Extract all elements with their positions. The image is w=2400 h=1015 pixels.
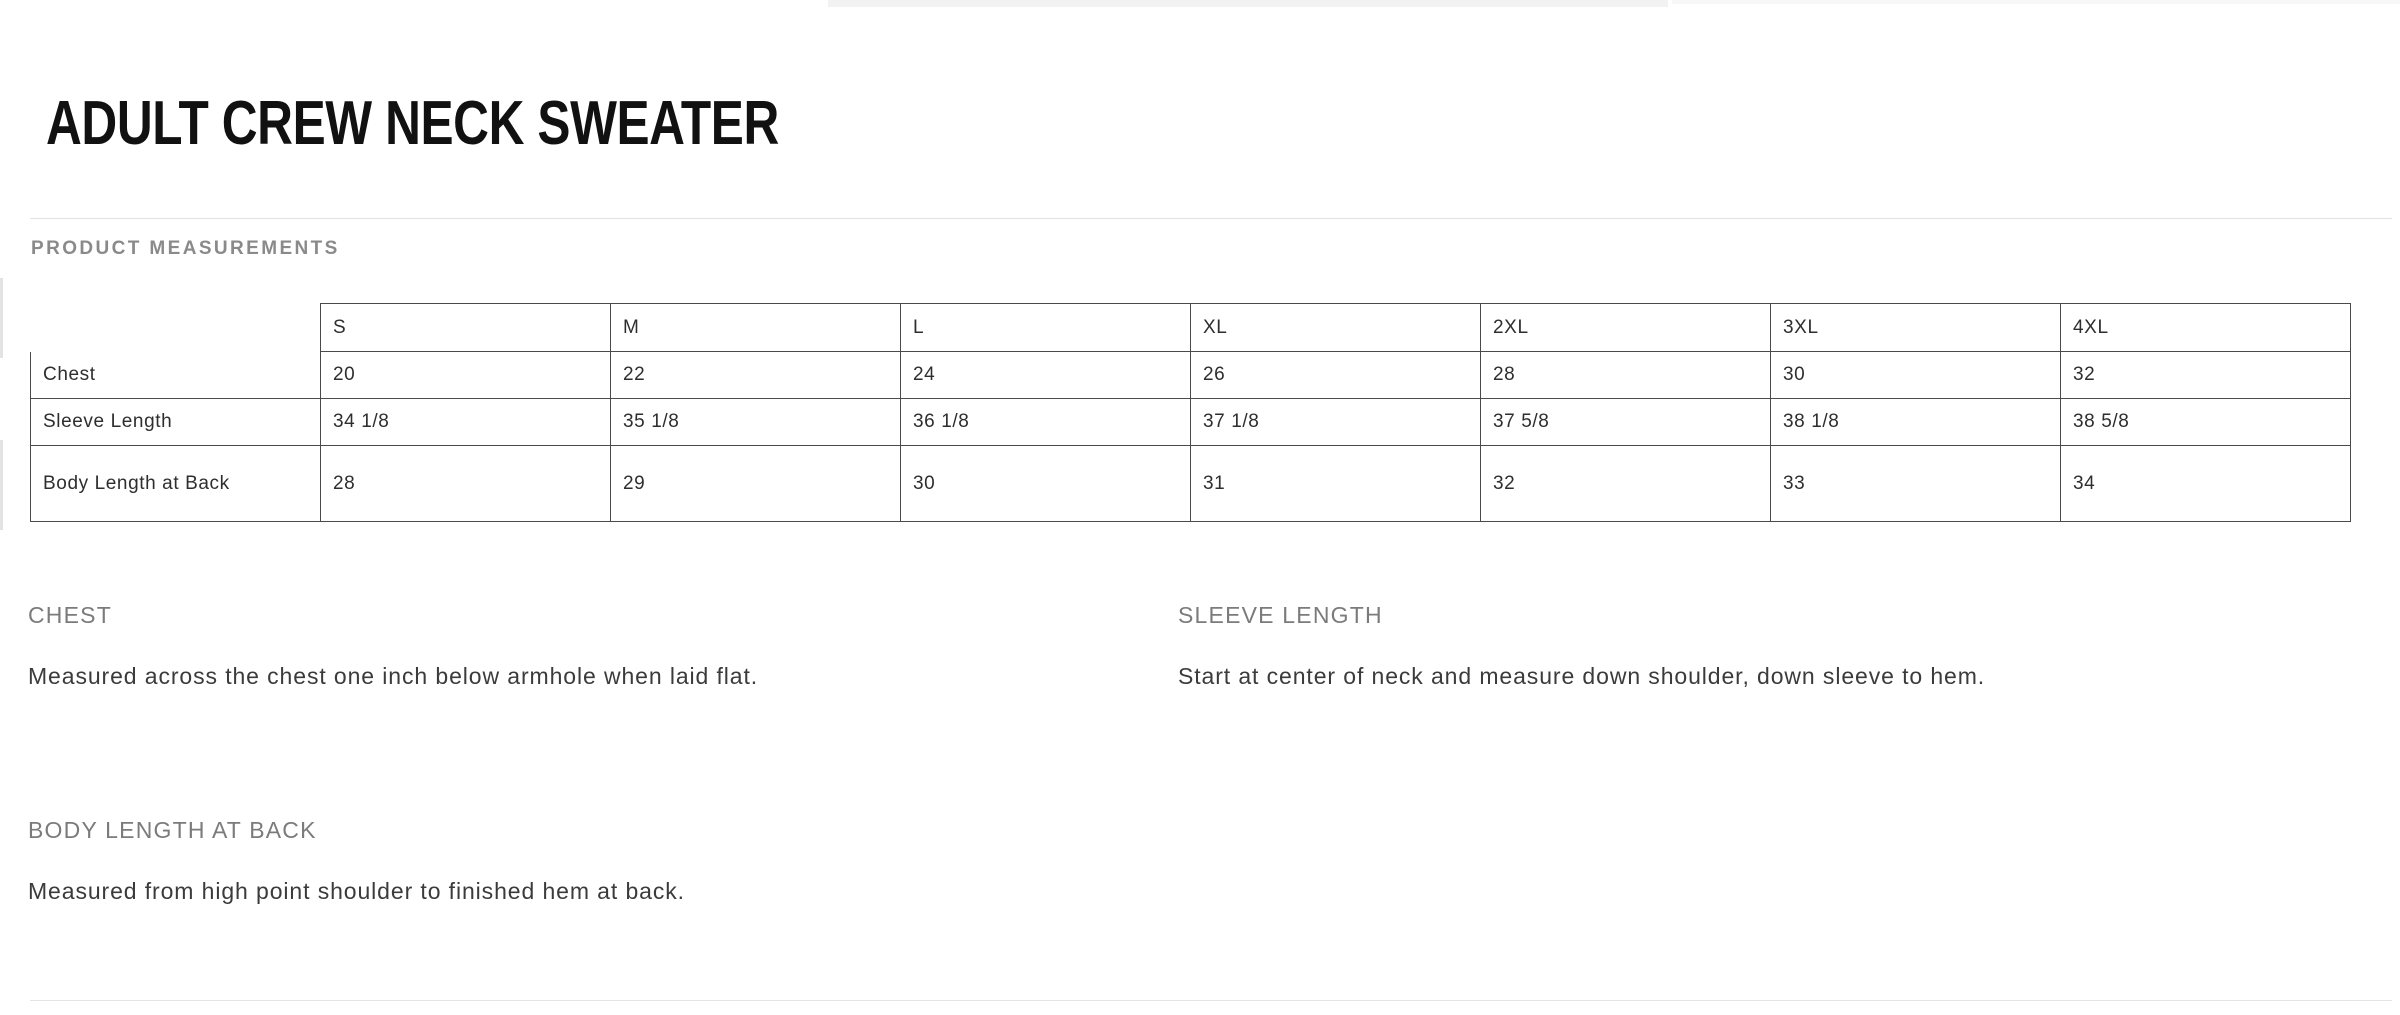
cell-chest-s: 20 [321,352,611,399]
cell-chest-m: 22 [611,352,901,399]
cell-chest-l: 24 [901,352,1191,399]
cell-chest-2xl: 28 [1481,352,1771,399]
cell-body-length-m: 29 [611,446,901,522]
table-column-header-4xl: 4XL [2061,304,2351,352]
cell-sleeve-length-s: 34 1/8 [321,399,611,446]
table-column-header-2xl: 2XL [1481,304,1771,352]
left-edge-tick-lower [0,440,3,530]
cell-sleeve-length-4xl: 38 5/8 [2061,399,2351,446]
row-label-body-length-at-back: Body Length at Back [31,446,321,522]
table-column-header-s: S [321,304,611,352]
definition-body-length-at-back [28,817,1628,916]
row-label-chest: Chest [31,352,321,399]
cell-sleeve-length-l: 36 1/8 [901,399,1191,446]
cell-body-length-3xl: 33 [1771,446,2061,522]
table-row [31,399,2351,446]
cell-chest-xl: 26 [1191,352,1481,399]
cell-chest-4xl: 32 [2061,352,2351,399]
left-edge-tick-upper [0,278,3,358]
definition-sleeve-length-heading: SLEEVE LENGTH [1178,602,1383,628]
cell-chest-3xl: 30 [1771,352,2061,399]
definition-body-length-body: Measured from high point shoulder to finished hem at back. [28,878,685,904]
bottom-divider [30,1000,2392,1001]
cell-body-length-l: 30 [901,446,1191,522]
page-title: ADULT CREW NECK SWEATER [46,88,779,158]
definition-chest-body: Measured across the chest one inch below armhole when laid flat. [28,663,759,689]
section-heading-product-measurements: PRODUCT MEASUREMENTS [31,238,340,259]
cell-body-length-xl: 31 [1191,446,1481,522]
definition-chest-heading: CHEST [28,602,112,628]
table-row [31,352,2351,399]
title-divider [30,218,2392,219]
definition-chest [28,602,1148,701]
table-row [31,446,2351,522]
row-label-sleeve-length: Sleeve Length [31,399,321,446]
table-header-row [31,304,2351,352]
table-column-header-m: M [611,304,901,352]
measurements-table-body [31,352,2351,522]
definition-sleeve-length-body: Start at center of neck and measure down shoulder, down sleeve to hem. [1178,663,1986,689]
cell-sleeve-length-2xl: 37 5/8 [1481,399,1771,446]
measurements-table [30,303,2351,522]
table-column-header-xl: XL [1191,304,1481,352]
definition-sleeve-length [1178,602,2358,701]
cell-body-length-s: 28 [321,446,611,522]
cell-sleeve-length-m: 35 1/8 [611,399,901,446]
measurements-table-header [31,304,2351,352]
definition-body-length-heading: BODY LENGTH AT BACK [28,817,317,843]
table-corner-cell [31,304,321,352]
page-top-artifact-right [1672,0,2400,4]
cell-sleeve-length-xl: 37 1/8 [1191,399,1481,446]
cell-body-length-2xl: 32 [1481,446,1771,522]
cell-body-length-4xl: 34 [2061,446,2351,522]
page-top-artifact-left [828,0,1668,7]
table-column-header-3xl: 3XL [1771,304,2061,352]
cell-sleeve-length-3xl: 38 1/8 [1771,399,2061,446]
table-column-header-l: L [901,304,1191,352]
